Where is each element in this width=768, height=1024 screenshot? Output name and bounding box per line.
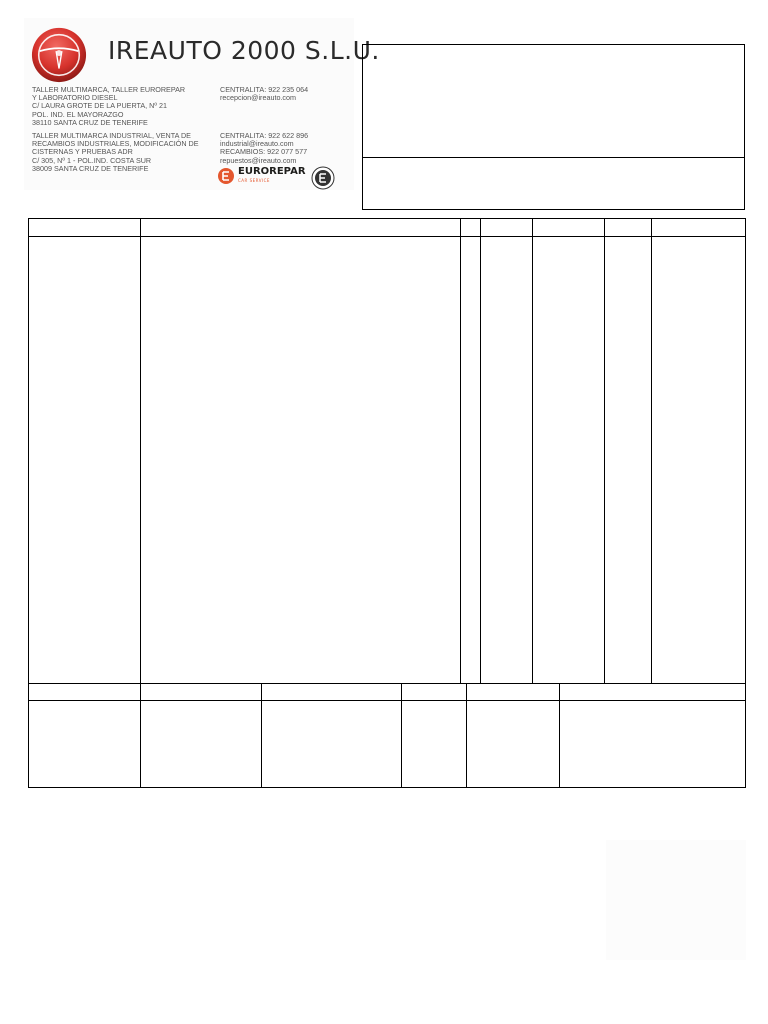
address-line: RECAMBIOS INDUSTRIALES, MODIFICACIÓN DE — [32, 139, 199, 149]
address-line: TALLER MULTIMARCA INDUSTRIAL, VENTA DE — [32, 131, 191, 140]
eurorepar-logo-icon — [218, 166, 234, 186]
address-line: TALLER MULTIMARCA, TALLER EUROREPAR — [32, 85, 186, 94]
eurorepar-brand — [218, 166, 306, 186]
client-info-box — [362, 44, 745, 158]
phone-text: CENTRALITA: 922 622 896 — [220, 131, 309, 140]
table-header-cell — [29, 219, 141, 237]
totals-cell — [467, 701, 560, 788]
document-info-box — [362, 157, 745, 210]
totals-header-cell — [29, 684, 141, 701]
totals-cell — [262, 701, 402, 788]
email-text: industrial@ireauto.com — [220, 139, 294, 149]
line-items-table — [28, 218, 746, 684]
contact-block-1 — [220, 86, 308, 102]
phone-text: RECAMBIOS: 922 077 577 — [220, 147, 308, 157]
table-header-cell — [141, 219, 461, 237]
table-header-cell — [481, 219, 533, 237]
totals-header-cell — [560, 684, 746, 701]
address-block-2 — [32, 132, 199, 173]
table-cell — [141, 237, 461, 684]
table-cell — [481, 237, 533, 684]
email-text: repuestos@ireauto.com — [220, 155, 297, 165]
table-cell — [652, 237, 746, 684]
table-cell — [533, 237, 605, 684]
totals-row — [29, 701, 746, 788]
eurorepar-label: EUROREPAR — [238, 166, 306, 177]
company-name: IREAUTO 2000 S.L.U. — [108, 36, 380, 65]
totals-header-row — [29, 684, 746, 701]
faint-watermark-area — [606, 840, 746, 960]
table-cell — [461, 237, 481, 684]
totals-header-cell — [402, 684, 467, 701]
phone-text: CENTRALITA: 922 235 064 — [220, 85, 309, 94]
address-line: POL. IND. EL MAYORAZGO — [32, 109, 124, 119]
totals-cell — [402, 701, 467, 788]
totals-header-cell — [141, 684, 262, 701]
table-header-cell — [533, 219, 605, 237]
contact-block-2 — [220, 132, 308, 165]
table-cell — [605, 237, 652, 684]
table-header-cell — [461, 219, 481, 237]
totals-cell — [29, 701, 141, 788]
eurorepar-sub-label: CAR SERVICE — [238, 178, 270, 183]
totals-cell — [141, 701, 262, 788]
email-text: recepcion@ireauto.com — [220, 93, 297, 103]
address-line: C/ LAURA GROTE DE LA PUERTA, Nº 21 — [32, 101, 167, 111]
table-row — [29, 237, 746, 684]
address-line: C/ 305, Nº 1 - POL.IND. COSTA SUR — [32, 155, 152, 165]
totals-header-cell — [467, 684, 560, 701]
table-header-cell — [605, 219, 652, 237]
table-header-cell — [652, 219, 746, 237]
address-block-1 — [32, 86, 185, 127]
totals-header-cell — [262, 684, 402, 701]
address-line: 38110 SANTA CRUZ DE TENERIFE — [32, 117, 148, 127]
letterhead — [24, 18, 380, 190]
address-line: 38009 SANTA CRUZ DE TENERIFE — [32, 163, 149, 173]
address-line: CISTERNAS Y PRUEBAS ADR — [32, 147, 133, 157]
address-line: Y LABORATORIO DIESEL — [32, 93, 118, 103]
table-header-row — [29, 219, 746, 237]
totals-cell — [560, 701, 746, 788]
certification-seal-icon — [311, 166, 335, 190]
table-cell — [29, 237, 141, 684]
steering-wheel-logo-icon — [30, 26, 88, 84]
totals-table — [28, 683, 746, 788]
